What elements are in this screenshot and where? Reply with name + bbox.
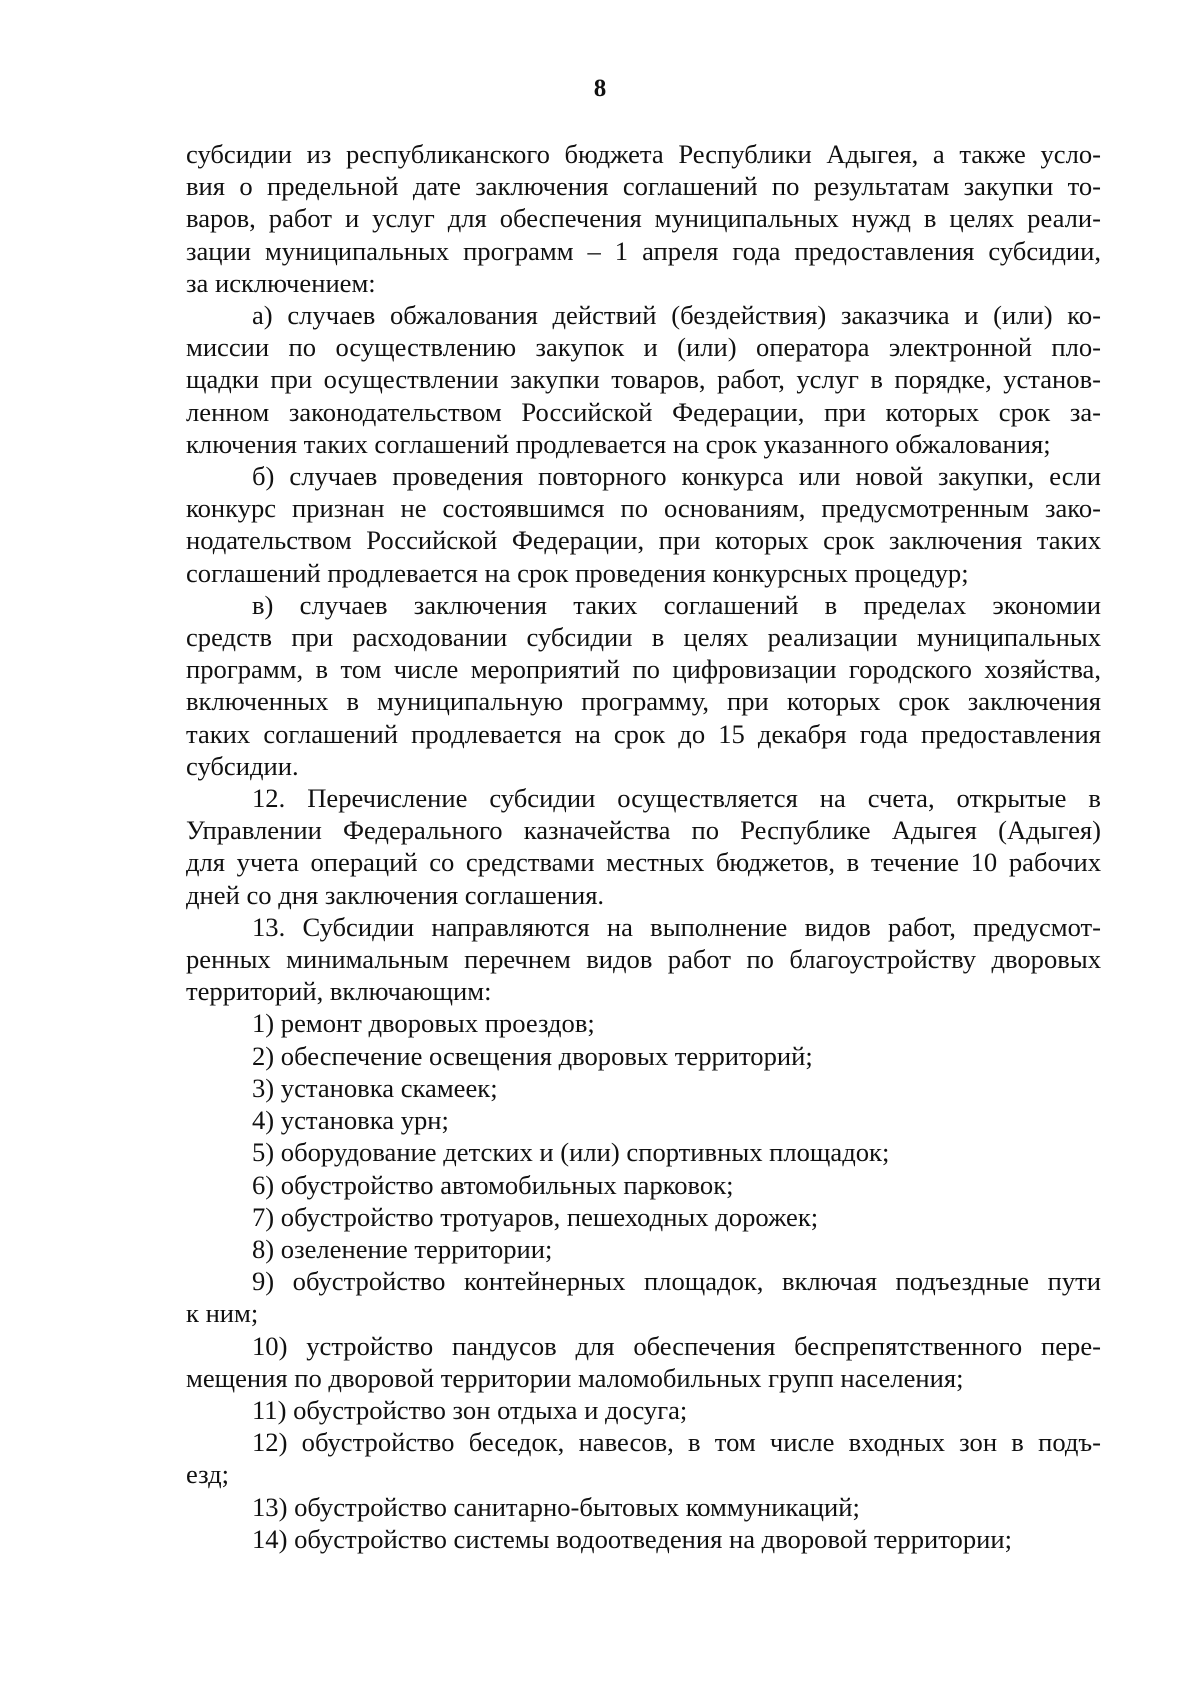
text-line: конкурс признан не состоявшимся по основаниям, предусмотренным зако- <box>186 493 1101 524</box>
list-item <box>186 1201 1101 1233</box>
list-item <box>186 1169 1101 1201</box>
text-line: за исключением: <box>186 267 376 298</box>
text-line: 14) обустройство системы водоотведения на дворовой территории; <box>252 1523 1012 1554</box>
text-line: мещения по дворовой территории маломобильных групп населения; <box>186 1362 964 1393</box>
text-line: 10) устройство пандусов для обеспечения беспрепятственного пере- <box>252 1330 1101 1361</box>
text-line: субсидии. <box>186 750 299 781</box>
list-item <box>186 1136 1101 1168</box>
list-item <box>186 1072 1101 1104</box>
text-line: зации муниципальных программ – 1 апреля года предоставления субсидии, <box>186 235 1101 266</box>
text-line: вия о предельной дате заключения соглашений по результатам закупки то- <box>186 171 1101 202</box>
list-item <box>186 1233 1101 1265</box>
text-line: включенных в муниципальную программу, при которых срок заключения <box>186 686 1101 717</box>
text-line: 6) обустройство автомобильных парковок; <box>252 1169 734 1200</box>
page-number: 8 <box>593 75 607 102</box>
text-line: Управлении Федерального казначейства по Республике Адыгея (Адыгея) <box>186 815 1101 846</box>
document-body <box>186 138 1101 1555</box>
text-line: 11) обустройство зон отдыха и досуга; <box>252 1394 688 1425</box>
text-line: 4) установка урн; <box>252 1105 449 1136</box>
text-line: 3) установка скамеек; <box>252 1072 498 1103</box>
paragraph-exception-b <box>186 460 1101 589</box>
paragraph-13-works <box>186 911 1101 1008</box>
text-line: 8) озеленение территории; <box>252 1233 553 1264</box>
text-line: ренных минимальным перечнем видов работ по благоустройству дворовых <box>186 944 1101 975</box>
text-line: 12. Перечисление субсидии осуществляется на счета, открытые в <box>252 783 1101 814</box>
text-line: 9) обустройство контейнерных площадок, включая подъездные пути <box>252 1266 1101 1297</box>
text-line: соглашений продлевается на срок проведения конкурсных процедур; <box>186 557 969 588</box>
list-item <box>186 1523 1101 1555</box>
text-line: 12) обустройство беседок, навесов, в том числе входных зон в подъ- <box>252 1427 1101 1458</box>
text-line: программ, в том числе мероприятий по цифровизации городского хозяйства, <box>186 654 1101 685</box>
text-line: а) случаев обжалования действий (бездействия) заказчика и (или) ко- <box>252 300 1101 331</box>
list-item <box>186 1040 1101 1072</box>
text-line: нодательством Российской Федерации, при которых срок заключения таких <box>186 525 1101 556</box>
text-line: дней со дня заключения соглашения. <box>186 879 605 910</box>
text-line: территорий, включающим: <box>186 976 492 1007</box>
text-line: таких соглашений продлевается на срок до 15 декабря года предоставления <box>186 718 1101 749</box>
text-line: 1) ремонт дворовых проездов; <box>252 1008 595 1039</box>
text-line: 13. Субсидии направляются на выполнение видов работ, предусмот- <box>252 911 1101 942</box>
paragraph-subsidy-conditions <box>186 138 1101 299</box>
list-item <box>186 1394 1101 1426</box>
text-line: 2) обеспечение освещения дворовых территорий; <box>252 1040 813 1071</box>
text-line: к ним; <box>186 1298 259 1329</box>
text-line: ленном законодательством Российской Федерации, при которых срок за- <box>186 396 1101 427</box>
text-line: в) случаев заключения таких соглашений в пределах экономии <box>252 589 1101 620</box>
works-list <box>186 1007 1101 1554</box>
paragraph-exception-v <box>186 589 1101 782</box>
list-item <box>186 1265 1101 1329</box>
text-line: средств при расходовании субсидии в целях реализации муниципальных <box>186 622 1101 653</box>
text-line: ключения таких соглашений продлевается на срок указанного обжалования; <box>186 428 1051 459</box>
text-line: 13) обустройство санитарно-бытовых коммуникаций; <box>252 1491 860 1522</box>
text-line: субсидии из республиканского бюджета Республики Адыгея, а также усло- <box>186 139 1101 169</box>
text-line: миссии по осуществлению закупок и (или) оператора электронной пло- <box>186 332 1101 363</box>
text-line: езд; <box>186 1459 230 1490</box>
paragraph-12-transfer <box>186 782 1101 911</box>
text-line: варов, работ и услуг для обеспечения муниципальных нужд в целях реали- <box>186 203 1101 234</box>
list-item <box>186 1426 1101 1490</box>
text-line: 5) оборудование детских и (или) спортивных площадок; <box>252 1137 890 1168</box>
list-item <box>186 1007 1101 1039</box>
text-line: 7) обустройство тротуаров, пешеходных дорожек; <box>252 1201 819 1232</box>
paragraph-exception-a <box>186 299 1101 460</box>
list-item <box>186 1104 1101 1136</box>
text-line: для учета операций со средствами местных бюджетов, в течение 10 рабочих <box>186 847 1101 878</box>
text-line: щадки при осуществлении закупки товаров, работ, услуг в порядке, установ- <box>186 364 1101 395</box>
text-line: б) случаев проведения повторного конкурса или новой закупки, если <box>252 461 1101 492</box>
list-item <box>186 1330 1101 1394</box>
list-item <box>186 1491 1101 1523</box>
